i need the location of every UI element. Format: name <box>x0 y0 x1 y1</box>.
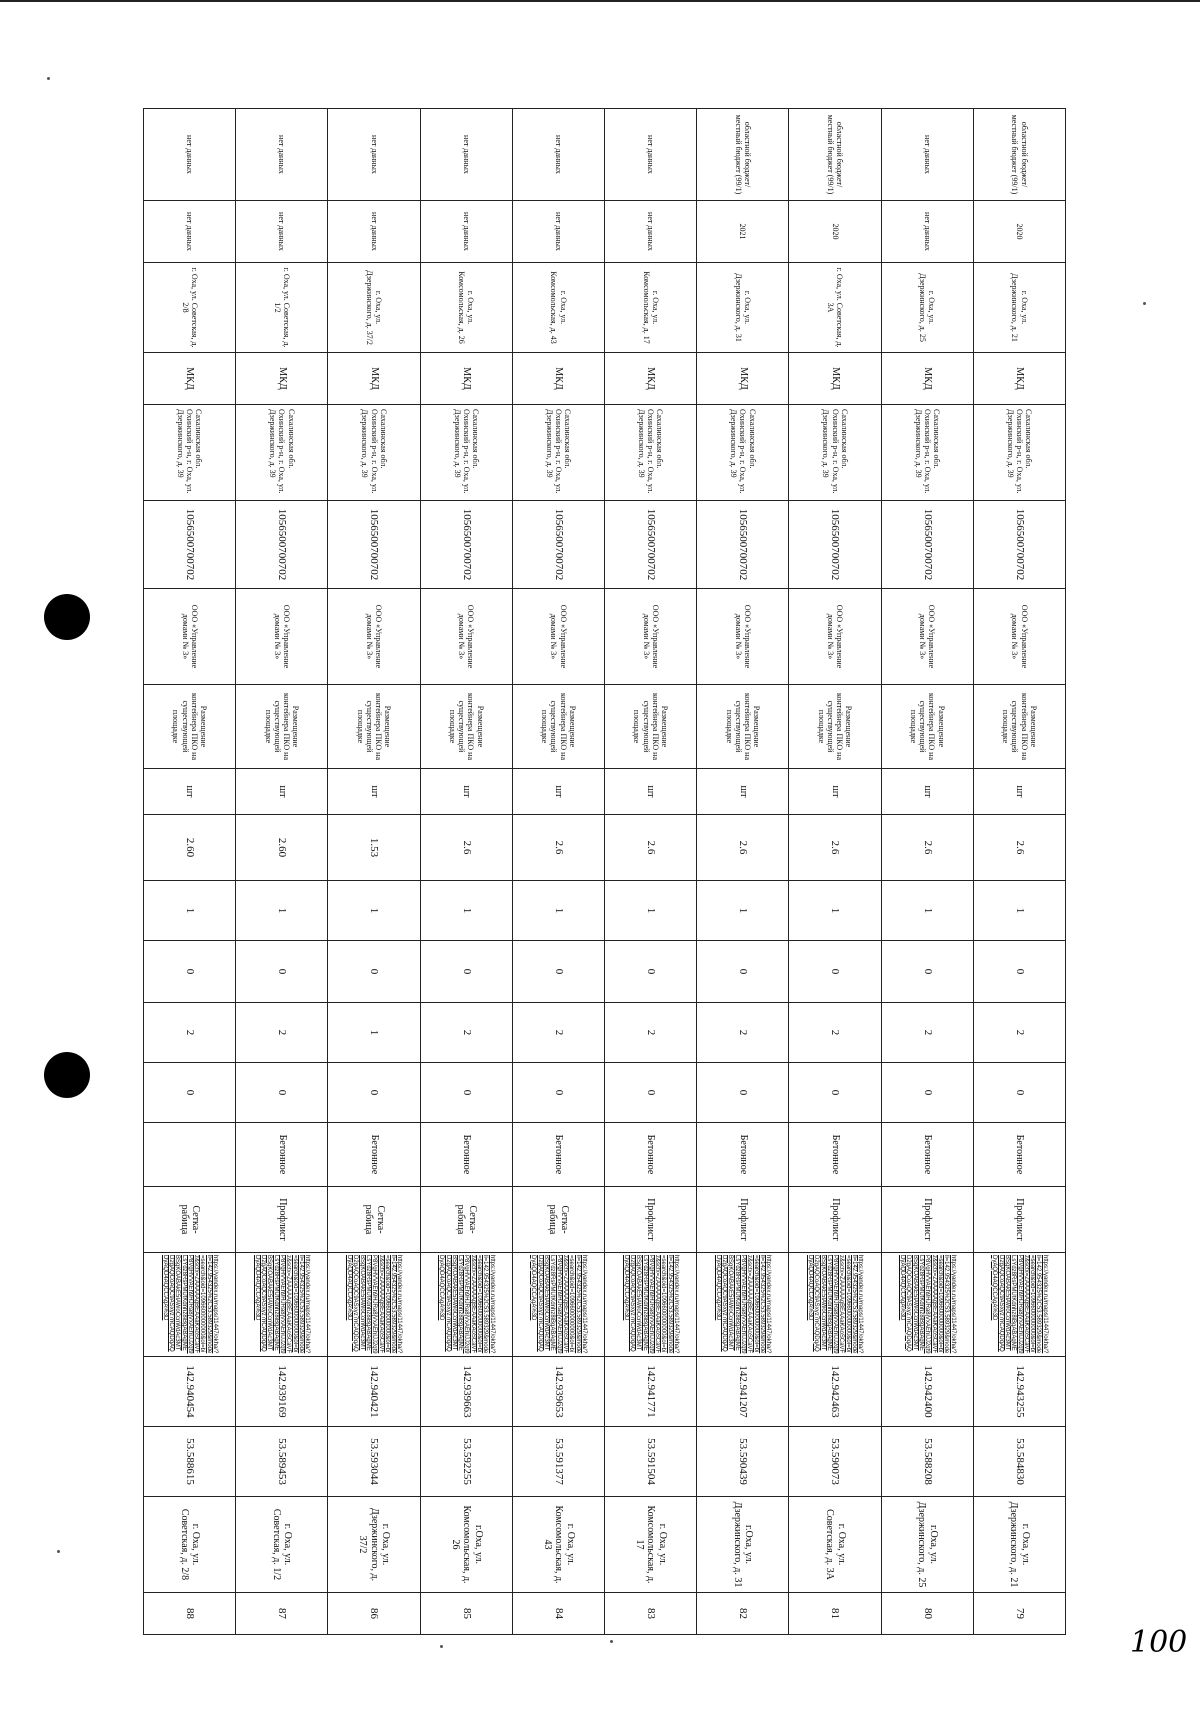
table-row <box>328 109 420 1635</box>
cell-object: МКД <box>144 353 236 405</box>
cell-unit: шт <box>512 769 604 815</box>
cell-unit: шт <box>236 769 328 815</box>
table-row <box>881 109 973 1635</box>
cell-purpose: Размещение контейнера ПКО на существующей площадке <box>144 685 236 769</box>
cell-org-addr: Сахалинская обл. Охинский р-н, г. Оха, ул. Дзержинского, д. 39 <box>881 405 973 501</box>
cell-address: г.Оха, ул. Комсомольская, д. 26 <box>420 1497 512 1593</box>
cell-ogrn: 1056500700702 <box>881 501 973 589</box>
cell-link[interactable]: https://yandex.ru/maps/11447/okha/?ll=142.954325%2C53.589329&mode=search&oid=1096600000000&ol=biz&sctx=ZAAAAAgBEAAaKAoSCaVFP8VgHVVAEh9HJRa8jVxAEhIJJ2qt9LsYdz8RsPMUtKdnhz8iBgABAgMEBSgKOABAkE5IAWoCcnWdAc3MTD2gAQCoAQC9ASxyz7nCAQDqAQDyAQD4AQCCAgA%3D <box>144 1253 236 1357</box>
cell-surface: Бетонное <box>512 1123 604 1187</box>
cell-object: МКД <box>512 353 604 405</box>
cell-c1: 0 <box>697 1063 789 1123</box>
cell-type: Сетка-рабица <box>420 1187 512 1253</box>
cell-org-addr: Сахалинская обл. Охинский р-н, г. Оха, ул. Дзержинского, д. 39 <box>605 405 697 501</box>
cell-address: г. Оха, ул. Дзержинского, д. 37/2 <box>328 1497 420 1593</box>
cell-surface: Бетонное <box>697 1123 789 1187</box>
cell-c4: 1 <box>697 881 789 941</box>
cell-c2: 2 <box>236 1003 328 1063</box>
cell-budget: областной бюджет/местный бюджет (99/1) <box>789 109 881 201</box>
cell-unit: шт <box>420 769 512 815</box>
cell-purpose: Размещение контейнера ПКО на существующей площадке <box>605 685 697 769</box>
cell-c3: 0 <box>973 941 1065 1003</box>
cell-lon: 142.939663 <box>420 1357 512 1427</box>
cell-address: г. Оха, ул. Комсомольская, д. 17 <box>605 1497 697 1593</box>
cell-budget: областной бюджет/местный бюджет (99/1) <box>973 109 1065 201</box>
cell-object-addr: г. Оха, ул. Советская, д. 1/2 <box>236 263 328 353</box>
cell-c4: 1 <box>328 881 420 941</box>
cell-c1: 0 <box>789 1063 881 1123</box>
cell-lon: 142.940454 <box>144 1357 236 1427</box>
cell-c1: 0 <box>420 1063 512 1123</box>
cell-c1: 0 <box>973 1063 1065 1123</box>
cell-surface: Бетонное <box>236 1123 328 1187</box>
cell-c4: 1 <box>236 881 328 941</box>
cell-budget: областной бюджет/местный бюджет (99/1) <box>697 109 789 201</box>
cell-org: ООО «Управление домами № 3» <box>144 589 236 685</box>
cell-year: нет данных <box>512 201 604 263</box>
cell-object-addr: г. Оха, ул. Комсомольская, д. 43 <box>512 263 604 353</box>
table-row <box>512 109 604 1635</box>
cell-surface: Бетонное <box>605 1123 697 1187</box>
cell-lat: 53.588615 <box>144 1427 236 1497</box>
cell-unit: шт <box>605 769 697 815</box>
cell-c1: 0 <box>605 1063 697 1123</box>
cell-object: МКД <box>789 353 881 405</box>
cell-lon: 142.940421 <box>328 1357 420 1427</box>
cell-link[interactable]: https://yandex.ru/maps/11447/okha/?ll=142.954325%2C53.589329&mode=search&oid=1096600000000&ol=biz&sctx=ZAAAAAgBEAAaKAoSCaVFP8VgHVVAEh9HJRa8jVxAEhIJJ2qt9LsYdz8RsPMUtKdnhz8iBgABAgMEBSgKOABAkE5IAWoCcnWdAc3MTD2gAQCoAQC9ASxyz7nCAQDqAQDyAQD4AQCCAgA%3D <box>236 1253 328 1357</box>
cell-lat: 53.589453 <box>236 1427 328 1497</box>
cell-c2: 2 <box>144 1003 236 1063</box>
cell-year: 2021 <box>697 201 789 263</box>
cell-lat: 53.593044 <box>328 1427 420 1497</box>
cell-volume: 2.6 <box>420 815 512 881</box>
cell-type: Профлист <box>697 1187 789 1253</box>
cell-org-addr: Сахалинская обл. Охинский р-н, г. Оха, ул. Дзержинского, д. 39 <box>973 405 1065 501</box>
cell-address: г. Оха, ул. Советская, д. 1/2 <box>236 1497 328 1593</box>
cell-link[interactable]: https://yandex.ru/maps/11447/okha/?ll=142.954325%2C53.589329&mode=search&oid=1096600000000&ol=biz&sctx=ZAAAAAgBEAAaKAoSCaVFP8VgHVVAEh9HJRa8jVxAEhIJJ2qt9LsYdz8RsPMUtKdnhz8iBgABAgMEBSgKOABAkE5IAWoCcnWdAc3MTD2gAQCoAQC9ASxyz7nCAQDqAQDyAQD4AQCCAgA%3D <box>697 1253 789 1357</box>
cell-lon: 142.942400 <box>881 1357 973 1427</box>
cell-no: 88 <box>144 1593 236 1635</box>
cell-link[interactable]: https://yandex.ru/maps/11447/okha/?ll=142.954325%2C53.589329&mode=search&oid=1096600000000&ol=biz&sctx=ZAAAAAgBEAAaKAoSCaVFP8VgHVVAEh9HJRa8jVxAEhIJJ2qt9LsYdz8RsPMUtKdnhz8iBgABAgMEBSgKOABAkE5IAWoCcnWdAc3MTD2gAQCoAQC9ASxyz7nCAQDqAQDyAQD4AQCCAgA%3D <box>789 1253 881 1357</box>
cell-object-addr: г. Оха, ул. Дзержинского, д. 21 <box>973 263 1065 353</box>
cell-volume: 2.6 <box>789 815 881 881</box>
cell-type: Сетка-рабица <box>144 1187 236 1253</box>
cell-c2: 1 <box>328 1003 420 1063</box>
cell-object: МКД <box>697 353 789 405</box>
cell-org-addr: Сахалинская обл. Охинский р-н, г. Оха, ул. Дзержинского, д. 39 <box>236 405 328 501</box>
cell-type: Профлист <box>236 1187 328 1253</box>
cell-lon: 142.939653 <box>512 1357 604 1427</box>
table-row <box>605 109 697 1635</box>
cell-c4: 1 <box>512 881 604 941</box>
scan-speck <box>1143 302 1146 305</box>
cell-object: МКД <box>881 353 973 405</box>
cell-purpose: Размещение контейнера ПКО на существующей площадке <box>236 685 328 769</box>
cell-c3: 0 <box>420 941 512 1003</box>
cell-surface: Бетонное <box>881 1123 973 1187</box>
cell-ogrn: 1056500700702 <box>328 501 420 589</box>
cell-purpose: Размещение контейнера ПКО на существующей площадке <box>881 685 973 769</box>
cell-lon: 142.939169 <box>236 1357 328 1427</box>
cell-lat: 53.590073 <box>789 1427 881 1497</box>
cell-address: г. Оха, ул. Комсомольская, д. 43 <box>512 1497 604 1593</box>
cell-c1: 0 <box>236 1063 328 1123</box>
cell-no: 86 <box>328 1593 420 1635</box>
cell-org: ООО «Управление домами № 3» <box>328 589 420 685</box>
cell-org: ООО «Управление домами № 3» <box>881 589 973 685</box>
cell-no: 84 <box>512 1593 604 1635</box>
cell-unit: шт <box>328 769 420 815</box>
cell-link[interactable]: https://yandex.ru/maps/11447/okha/?ll=142.954325%2C53.589329&mode=search&oid=1096600000000&ol=biz&sctx=ZAAAAAgBEAAaKAoSCaVFP8VgHVVAEh9HJRa8jVxAEhIJJ2qt9LsYdz8RsPMUtKdnhz8iBgABAgMEBSgKOABAkE5IAWoCcnWdAc3MTD2gAQCoAQC9ASxyz7nCAQDqAQDyAQD4AQCCAgA%3D <box>973 1253 1065 1357</box>
cell-budget: нет данных <box>605 109 697 201</box>
cell-object: МКД <box>973 353 1065 405</box>
scan-speck <box>610 1640 613 1643</box>
cell-budget: нет данных <box>328 109 420 201</box>
cell-purpose: Размещение контейнера ПКО на существующей площадке <box>789 685 881 769</box>
cell-lat: 53.591504 <box>605 1427 697 1497</box>
cell-volume: 2.6 <box>605 815 697 881</box>
cell-no: 80 <box>881 1593 973 1635</box>
cell-c2: 2 <box>973 1003 1065 1063</box>
cell-budget: нет данных <box>420 109 512 201</box>
table-row <box>420 109 512 1635</box>
cell-surface: Бетонное <box>420 1123 512 1187</box>
cell-org: ООО «Управление домами № 3» <box>973 589 1065 685</box>
cell-link[interactable]: https://yandex.ru/maps/11447/okha/?ll=142.954325%2C53.589329&mode=search&oid=1096600000000&ol=biz&sctx=ZAAAAAgBEAAaKAoSCaVFP8VgHVVAEh9HJRa8jVxAEhIJJ2qt9LsYdz8RsPMUtKdnhz8iBgABAgMEBSgKOABAkE5IAWoCcnWdAc3MTD2gAQCoAQC9ASxyz7nCAQDqAQDyAQD4AQCCAgA%3D <box>328 1253 420 1357</box>
cell-type: Профлист <box>973 1187 1065 1253</box>
cell-type: Сетка-рабица <box>512 1187 604 1253</box>
cell-address: г.Оха, ул. Дзержинского, д. 25 <box>881 1497 973 1593</box>
cell-purpose: Размещение контейнера ПКО на существующей площадке <box>328 685 420 769</box>
cell-volume: 2.6 <box>881 815 973 881</box>
cell-ogrn: 1056500700702 <box>789 501 881 589</box>
cell-unit: шт <box>789 769 881 815</box>
cell-no: 81 <box>789 1593 881 1635</box>
cell-unit: шт <box>881 769 973 815</box>
cell-c3: 0 <box>328 941 420 1003</box>
cell-object-addr: г. Оха, ул. Советская, д. 3А <box>789 263 881 353</box>
cell-unit: шт <box>973 769 1065 815</box>
cell-org: ООО «Управление домами № 3» <box>605 589 697 685</box>
cell-budget: нет данных <box>881 109 973 201</box>
cell-c1: 0 <box>328 1063 420 1123</box>
cell-c2: 2 <box>697 1003 789 1063</box>
cell-ogrn: 1056500700702 <box>236 501 328 589</box>
cell-org-addr: Сахалинская обл. Охинский р-н, г. Оха, ул. Дзержинского, д. 39 <box>697 405 789 501</box>
cell-budget: нет данных <box>144 109 236 201</box>
cell-org-addr: Сахалинская обл. Охинский р-н, г. Оха, ул. Дзержинского, д. 39 <box>144 405 236 501</box>
cell-year: нет данных <box>420 201 512 263</box>
cell-c2: 2 <box>512 1003 604 1063</box>
scan-speck <box>57 1550 60 1553</box>
cell-link[interactable]: https://yandex.ru/maps/11447/okha/?ll=142.954325%2C53.589329&mode=search&oid=1096600000000&ol=biz&sctx=ZAAAAAgBEAAaKAoSCaVFP8VgHVVAEh9HJRa8jVxAEhIJJ2qt9LsYdz8RsPMUtKdnhz8iBgABAgMEBSgKOABAkE5IAWoCcnWdAc3MTD2gAQCoAQC9ASxyz7nCAQDqAQDyAQD4AQCCAgA%3D <box>881 1253 973 1357</box>
cell-c4: 1 <box>144 881 236 941</box>
cell-no: 82 <box>697 1593 789 1635</box>
cell-year: нет данных <box>236 201 328 263</box>
cell-object: МКД <box>605 353 697 405</box>
table-row <box>236 109 328 1635</box>
cell-lon: 142.941207 <box>697 1357 789 1427</box>
cell-address: г. Оха, ул. Дзержинского, д. 21 <box>973 1497 1065 1593</box>
cell-ogrn: 1056500700702 <box>973 501 1065 589</box>
cell-object-addr: г. Оха, ул. Дзержинского, д. 31 <box>697 263 789 353</box>
top-edge-line <box>0 0 1200 2</box>
cell-budget: нет данных <box>512 109 604 201</box>
cell-c4: 1 <box>881 881 973 941</box>
cell-unit: шт <box>144 769 236 815</box>
cell-surface: Бетонное <box>328 1123 420 1187</box>
cell-no: 87 <box>236 1593 328 1635</box>
cell-c3: 0 <box>605 941 697 1003</box>
cell-c3: 0 <box>144 941 236 1003</box>
cell-year: нет данных <box>605 201 697 263</box>
cell-org: ООО «Управление домами № 3» <box>236 589 328 685</box>
cell-purpose: Размещение контейнера ПКО на существующей площадке <box>697 685 789 769</box>
cell-c1: 0 <box>512 1063 604 1123</box>
cell-year: нет данных <box>881 201 973 263</box>
cell-c1: 0 <box>881 1063 973 1123</box>
cell-link[interactable]: https://yandex.ru/maps/11447/okha/?ll=142.954325%2C53.589329&mode=search&oid=1096600000000&ol=biz&sctx=ZAAAAAgBEAAaKAoSCaVFP8VgHVVAEh9HJRa8jVxAEhIJJ2qt9LsYdz8RsPMUtKdnhz8iBgABAgMEBSgKOABAkE5IAWoCcnWdAc3MTD2gAQCoAQC9ASxyz7nCAQDqAQDyAQD4AQCCAgA%3D <box>605 1253 697 1357</box>
cell-c3: 0 <box>789 941 881 1003</box>
cell-volume: 2.6 <box>512 815 604 881</box>
cell-ogrn: 1056500700702 <box>512 501 604 589</box>
cell-org-addr: Сахалинская обл. Охинский р-н, г. Оха, ул. Дзержинского, д. 39 <box>328 405 420 501</box>
cell-year: нет данных <box>328 201 420 263</box>
cell-year: нет данных <box>144 201 236 263</box>
cell-address: г.Оха, ул. Дзержинского, д. 31 <box>697 1497 789 1593</box>
cell-c3: 0 <box>236 941 328 1003</box>
cell-purpose: Размещение контейнера ПКО на существующей площадке <box>512 685 604 769</box>
cell-lat: 53.584830 <box>973 1427 1065 1497</box>
cell-no: 83 <box>605 1593 697 1635</box>
cell-link[interactable]: https://yandex.ru/maps/11447/okha/?ll=142.954325%2C53.589329&mode=search&oid=1096600000000&ol=biz&sctx=ZAAAAAgBEAAaKAoSCaVFP8VgHVVAEh9HJRa8jVxAEhIJJ2qt9LsYdz8RsPMUtKdnhz8iBgABAgMEBSgKOABAkE5IAWoCcnWdAc3MTD2gAQCoAQC9ASxyz7nCAQDqAQDyAQD4AQCCAgA%3D <box>512 1253 604 1357</box>
table-row <box>144 109 236 1635</box>
cell-surface: Бетонное <box>973 1123 1065 1187</box>
cell-ogrn: 1056500700702 <box>420 501 512 589</box>
cell-lon: 142.941771 <box>605 1357 697 1427</box>
cell-budget: нет данных <box>236 109 328 201</box>
cell-type: Профлист <box>789 1187 881 1253</box>
page-number: 100 <box>1130 1625 1188 1660</box>
cell-lon: 142.943255 <box>973 1357 1065 1427</box>
cell-unit: шт <box>697 769 789 815</box>
cell-surface: Бетонное <box>789 1123 881 1187</box>
table-row <box>697 109 789 1635</box>
rotated-table-sheet <box>143 108 1066 1619</box>
cell-volume: 2.60 <box>144 815 236 881</box>
cell-org: ООО «Управление домами № 3» <box>420 589 512 685</box>
cell-c2: 2 <box>420 1003 512 1063</box>
cell-address: г. Оха, ул. Советская, д. 2/8 <box>144 1497 236 1593</box>
cell-c2: 2 <box>789 1003 881 1063</box>
cell-lat: 53.592255 <box>420 1427 512 1497</box>
cell-c3: 0 <box>697 941 789 1003</box>
cell-purpose: Размещение контейнера ПКО на существующей площадке <box>973 685 1065 769</box>
cell-object: МКД <box>420 353 512 405</box>
cell-link[interactable]: https://yandex.ru/maps/11447/okha/?ll=142.954325%2C53.589329&mode=search&oid=1096600000000&ol=biz&sctx=ZAAAAAgBEAAaKAoSCaVFP8VgHVVAEh9HJRa8jVxAEhIJJ2qt9LsYdz8RsPMUtKdnhz8iBgABAgMEBSgKOABAkE5IAWoCcnWdAc3MTD2gAQCoAQC9ASxyz7nCAQDqAQDyAQD4AQCCAgA%3D <box>420 1253 512 1357</box>
cell-no: 85 <box>420 1593 512 1635</box>
cell-volume: 1.53 <box>328 815 420 881</box>
punch-hole-upper <box>44 594 90 640</box>
cell-ogrn: 1056500700702 <box>144 501 236 589</box>
cell-lat: 53.588208 <box>881 1427 973 1497</box>
cell-org-addr: Сахалинская обл. Охинский р-н, г. Оха, ул. Дзержинского, д. 39 <box>789 405 881 501</box>
cell-type: Профлист <box>605 1187 697 1253</box>
cell-type: Профлист <box>881 1187 973 1253</box>
cell-org-addr: Сахалинская обл. Охинский р-н, г. Оха, ул. Дзержинского, д. 39 <box>420 405 512 501</box>
punch-hole-lower <box>44 1052 90 1098</box>
cell-c4: 1 <box>973 881 1065 941</box>
cell-lat: 53.591377 <box>512 1427 604 1497</box>
cell-volume: 2.60 <box>236 815 328 881</box>
cell-c1: 0 <box>144 1063 236 1123</box>
cell-org: ООО «Управление домами № 3» <box>697 589 789 685</box>
cell-surface <box>144 1123 236 1187</box>
cell-year: 2020 <box>789 201 881 263</box>
cell-c4: 1 <box>420 881 512 941</box>
cell-c3: 0 <box>881 941 973 1003</box>
cell-c3: 0 <box>512 941 604 1003</box>
cell-volume: 2.6 <box>973 815 1065 881</box>
cell-object-addr: г. Оха, ул. Дзержинского, д. 37/2 <box>328 263 420 353</box>
cell-purpose: Размещение контейнера ПКО на существующей площадке <box>420 685 512 769</box>
cell-no: 79 <box>973 1593 1065 1635</box>
scan-speck <box>47 77 50 80</box>
container-sites-table <box>143 108 1066 1635</box>
cell-object: МКД <box>328 353 420 405</box>
cell-lon: 142.942463 <box>789 1357 881 1427</box>
cell-object-addr: г. Оха, ул. Советская, д. 2/8 <box>144 263 236 353</box>
cell-object-addr: г. Оха, ул. Дзержинского, д. 25 <box>881 263 973 353</box>
cell-c4: 1 <box>605 881 697 941</box>
table-row <box>789 109 881 1635</box>
cell-org: ООО «Управление домами № 3» <box>789 589 881 685</box>
cell-year: 2020 <box>973 201 1065 263</box>
cell-c2: 2 <box>605 1003 697 1063</box>
cell-c4: 1 <box>789 881 881 941</box>
cell-org: ООО «Управление домами № 3» <box>512 589 604 685</box>
cell-ogrn: 1056500700702 <box>605 501 697 589</box>
cell-object-addr: г. Оха, ул. Комсомольская, д. 26 <box>420 263 512 353</box>
cell-type: Сетка-рабица <box>328 1187 420 1253</box>
cell-address: г. Оха, ул. Советская, д. 3А <box>789 1497 881 1593</box>
cell-org-addr: Сахалинская обл. Охинский р-н, г. Оха, ул. Дзержинского, д. 39 <box>512 405 604 501</box>
scan-speck <box>440 1645 443 1648</box>
cell-lat: 53.590439 <box>697 1427 789 1497</box>
cell-volume: 2.6 <box>697 815 789 881</box>
cell-object: МКД <box>236 353 328 405</box>
cell-object-addr: г. Оха, ул. Комсомольская, д. 17 <box>605 263 697 353</box>
cell-ogrn: 1056500700702 <box>697 501 789 589</box>
table-row <box>973 109 1065 1635</box>
cell-c2: 2 <box>881 1003 973 1063</box>
